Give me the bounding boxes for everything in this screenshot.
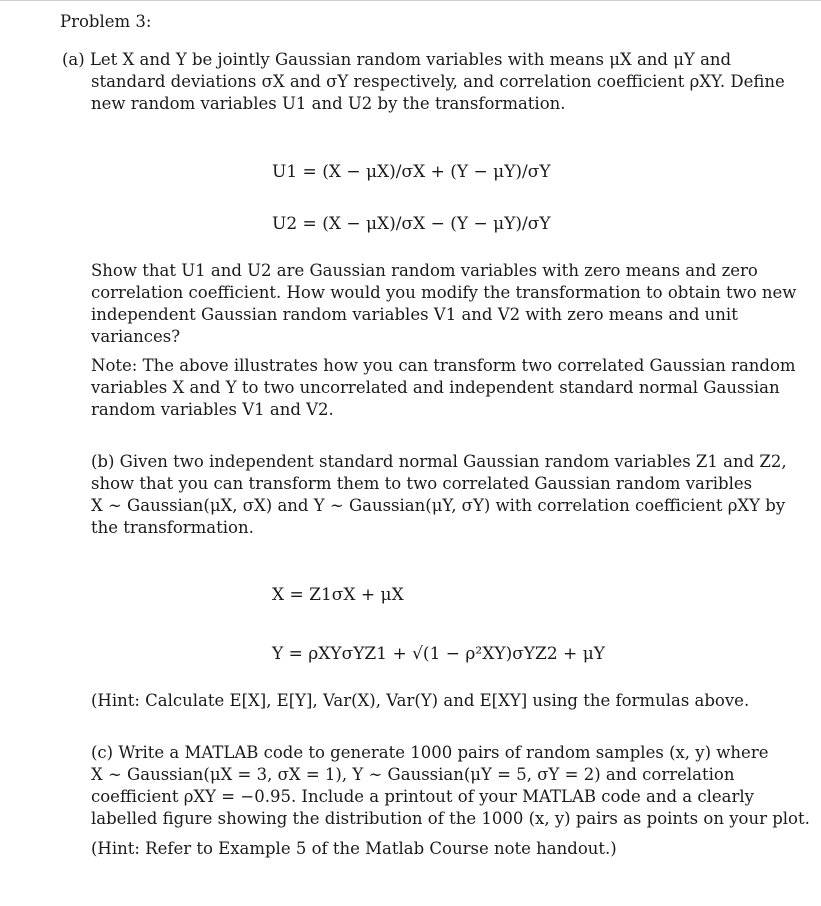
part-c-hint: (Hint: Refer to Example 5 of the Matlab Course note handout.) [91,839,617,858]
part-c-line-2: X ∼ Gaussian(μX = 3, σX = 1), Y ∼ Gaussian(μY = 5, σY = 2) and correlation [91,765,735,784]
part-c-line-3: coefficient ρXY = −0.95. Include a printout of your MATLAB code and a clearly [91,787,754,806]
problem-title: Problem 3: [60,12,152,31]
part-a-question-line-1: Show that U1 and U2 are Gaussian random variables with zero means and zero [91,261,758,280]
part-a-question-line-2: correlation coefficient. How would you modify the transformation to obtain two new [91,283,797,302]
part-c-line-4: labelled figure showing the distribution of the 1000 (x, y) pairs as points on your plot. [91,809,810,828]
part-b-hint: (Hint: Calculate E[X], E[Y], Var(X), Var(Y) and E[XY] using the formulas above. [91,691,750,710]
part-a-note-line-3: random variables V1 and V2. [91,400,334,419]
part-a-note-line-1: Note: The above illustrates how you can transform two correlated Gaussian random [91,356,796,375]
part-a-intro-line-2: standard deviations σX and σY respectively, and correlation coefficient ρXY. Define [91,72,785,91]
equation-u2: U2 = (X − μX)/σX − (Y − μY)/σY [272,214,551,234]
equation-x: X = Z1σX + μX [272,585,404,605]
part-a-question-line-4: variances? [91,327,181,346]
part-b-intro-line-4: the transformation. [91,518,254,537]
part-a-intro-line-1: (a) Let X and Y be jointly Gaussian random variables with means μX and μY and [62,50,732,69]
part-a-note-line-2: variables X and Y to two uncorrelated and independent standard normal Gaussian [91,378,780,397]
top-border [0,0,821,1]
part-a-intro-line-3: new random variables U1 and U2 by the transformation. [91,94,566,113]
part-b-intro-line-2: show that you can transform them to two correlated Gaussian random varibles [91,474,753,493]
part-a-question-line-3: independent Gaussian random variables V1 and V2 with zero means and unit [91,305,738,324]
part-b-intro-line-3: X ∼ Gaussian(μX, σX) and Y ∼ Gaussian(μY, σY) with correlation coefficient ρXY by [91,496,786,515]
equation-u1: U1 = (X − μX)/σX + (Y − μY)/σY [272,162,551,182]
part-b-intro-line-1: (b) Given two independent standard normal Gaussian random variables Z1 and Z2, [91,452,787,471]
part-c-line-1: (c) Write a MATLAB code to generate 1000 pairs of random samples (x, y) where [91,743,769,762]
equation-y: Y = ρXYσYZ1 + √(1 − ρ²XY)σYZ2 + μY [272,644,605,664]
